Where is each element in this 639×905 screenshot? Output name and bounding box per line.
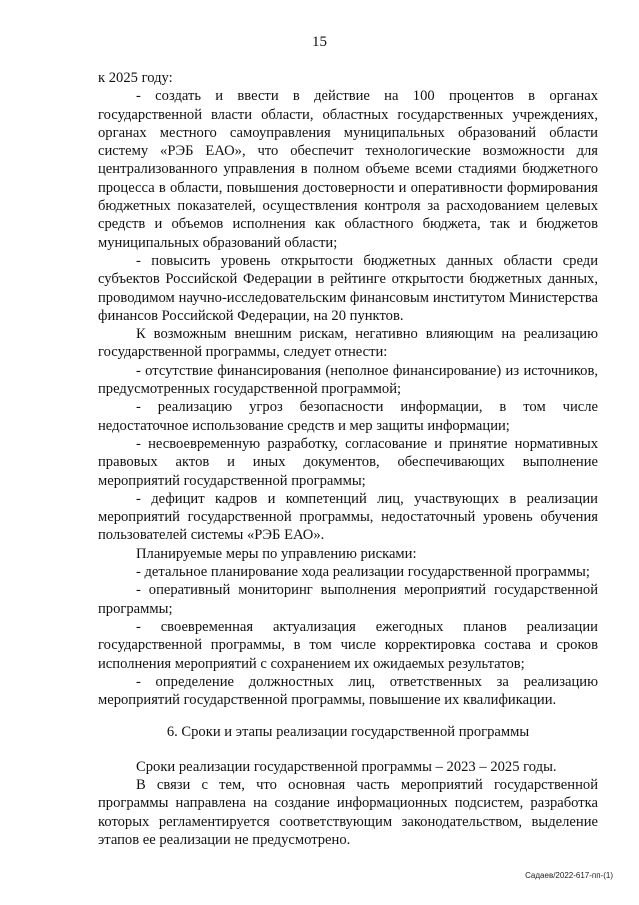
list-item: - определение должностных лиц, ответственных за реализацию мероприятий государственной программы, повышение их квалификации. <box>98 673 598 709</box>
list-item: - создать и ввести в действие на 100 процентов в органах государственной власти области, областных государственных учреждениях, органах местного самоуправления муниципальных образований области систему «РЭБ ЕАО», что обеспечит технологические возможности для централизованного управления в полном объеме всеми стадиями бюджетного процесса в области, повышения достоверности и оперативности формирования бюджетных показателей, осуществления контроля за расходованием целевых средств и объемов исполнения как областного бюджета, так и бюджетов муниципальных образований области; <box>98 88 598 251</box>
list-item: - своевременная актуализация ежегодных планов реализации государственной программы, в том числе корректировка состава и сроков исполнения мероприятий с сохранением их ожидаемых результатов; <box>98 618 598 672</box>
list-item: - несвоевременную разработку, согласование и принятие нормативных правовых актов и иных документов, обеспечивающих выполнение мероприятий государственной программы; <box>98 435 598 489</box>
list-item: - оперативный мониторинг выполнения мероприятий государственной программы; <box>98 582 598 617</box>
list-item: - повысить уровень открытости бюджетных данных области среди субъектов Российской Федерации в рейтинге открытости бюджетных данных, проводимом научно-исследовательским финансовым институтом Министерства финансов Российской Федерации, на 20 пунктов. <box>98 252 598 324</box>
list-item: - детальное планирование хода реализации государственной программы; <box>136 564 590 581</box>
paragraph: К возможным внешним рискам, негативно влияющим на реализацию государственной программы, следует отнести: <box>98 326 598 361</box>
paragraph: В связи с тем, что основная часть мероприятий государственной программы направлена на создание информационных подсистем, разработка которых регламентируется соответствующим законодательством, выделение этапов ее реализации не предусмотрено. <box>98 776 598 848</box>
list-item: - дефицит кадров и компетенций лиц, участвующих в реализации мероприятий государственной программы, недостаточный уровень обучения пользователей системы «РЭБ ЕАО». <box>98 490 598 544</box>
paragraph: Сроки реализации государственной программы – 2023 – 2025 годы. <box>136 758 557 775</box>
list-item: - отсутствие финансирования (неполное финансирование) из источников, предусмотренных государственной программой; <box>98 362 598 398</box>
document-code: Садаев/2022-617-пп-(1) <box>525 871 613 880</box>
paragraph: к 2025 году: <box>98 70 173 86</box>
document-body <box>98 69 598 849</box>
section-heading: 6. Сроки и этапы реализации государственной программы <box>166 724 530 741</box>
paragraph: Планируемые меры по управлению рисками: <box>136 545 417 562</box>
page-number: 15 <box>312 34 327 50</box>
list-item: - реализацию угроз безопасности информации, в том числе недостаточное использование средств и мер защиты информации; <box>98 399 598 434</box>
